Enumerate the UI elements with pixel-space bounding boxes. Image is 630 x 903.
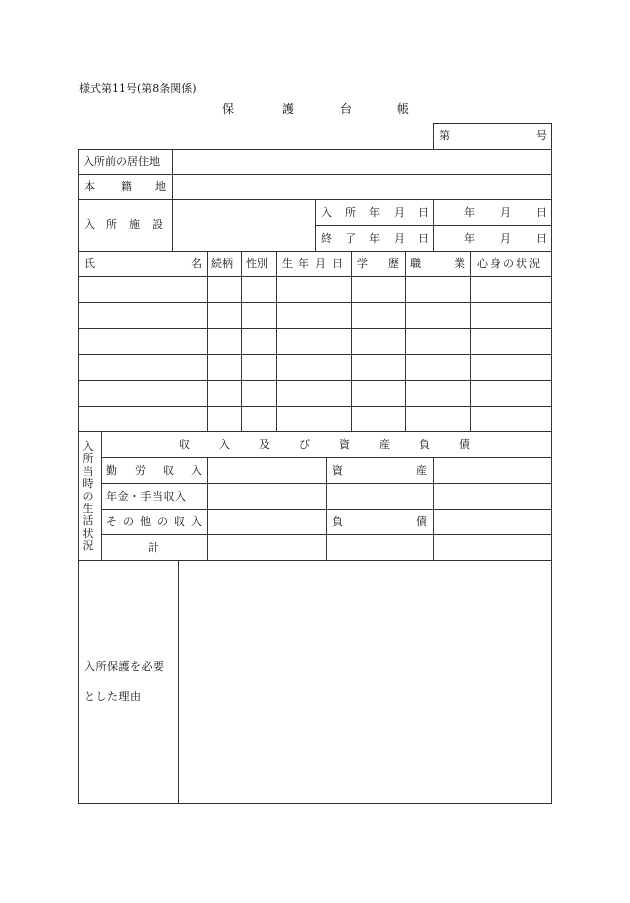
name-header-left: 氏: [84, 257, 95, 270]
name-header-right: 名: [191, 257, 202, 270]
title-char: 護: [282, 102, 295, 116]
title-char: 帳: [397, 102, 410, 116]
sex-header: 性別: [246, 257, 268, 270]
living-status-side-label: 入 所 当 時 の 生 活 状 況: [82, 440, 94, 553]
reason-label-line1: 入所保護を必要: [84, 660, 165, 673]
document-title: [200, 100, 430, 118]
number-box-suffix: 号: [536, 129, 547, 142]
number-box-prefix: 第: [439, 129, 450, 142]
total-label: 計: [148, 541, 159, 554]
prev-residence-label: 入所前の居住地: [83, 155, 160, 168]
health-header: 心身の状況: [477, 257, 542, 270]
form-number-label: 様式第11号(第8条関係): [79, 82, 197, 95]
title-char: 保: [222, 102, 235, 116]
reason-label-line2: とした理由: [84, 690, 142, 703]
reason-input-area[interactable]: [179, 561, 551, 803]
protection-ledger-form: 様式第11号(第8条関係) 保 護 台 帳 第 号 入所前の居住地 本 籍 地 入 所 施 設 入 所 年 月 日 年 月 日 終 了 年 月 日 年 月 日 氏 名 続柄 性別 生 年 月 日 学 歴 職 業 心身の状況 入 所 当 時 の 生 活 状 況 収 入 及 び 資 産 負 債 勤 労 収 入 年金・手当収入 そ の 他 の 収 入 計 資 産 負 債 入所保護を必要 とした理由: [0, 0, 630, 903]
pension-income-label: 年金・手当収入: [106, 490, 187, 503]
title-char: 台: [340, 102, 353, 116]
relation-header: 続柄: [211, 257, 233, 270]
